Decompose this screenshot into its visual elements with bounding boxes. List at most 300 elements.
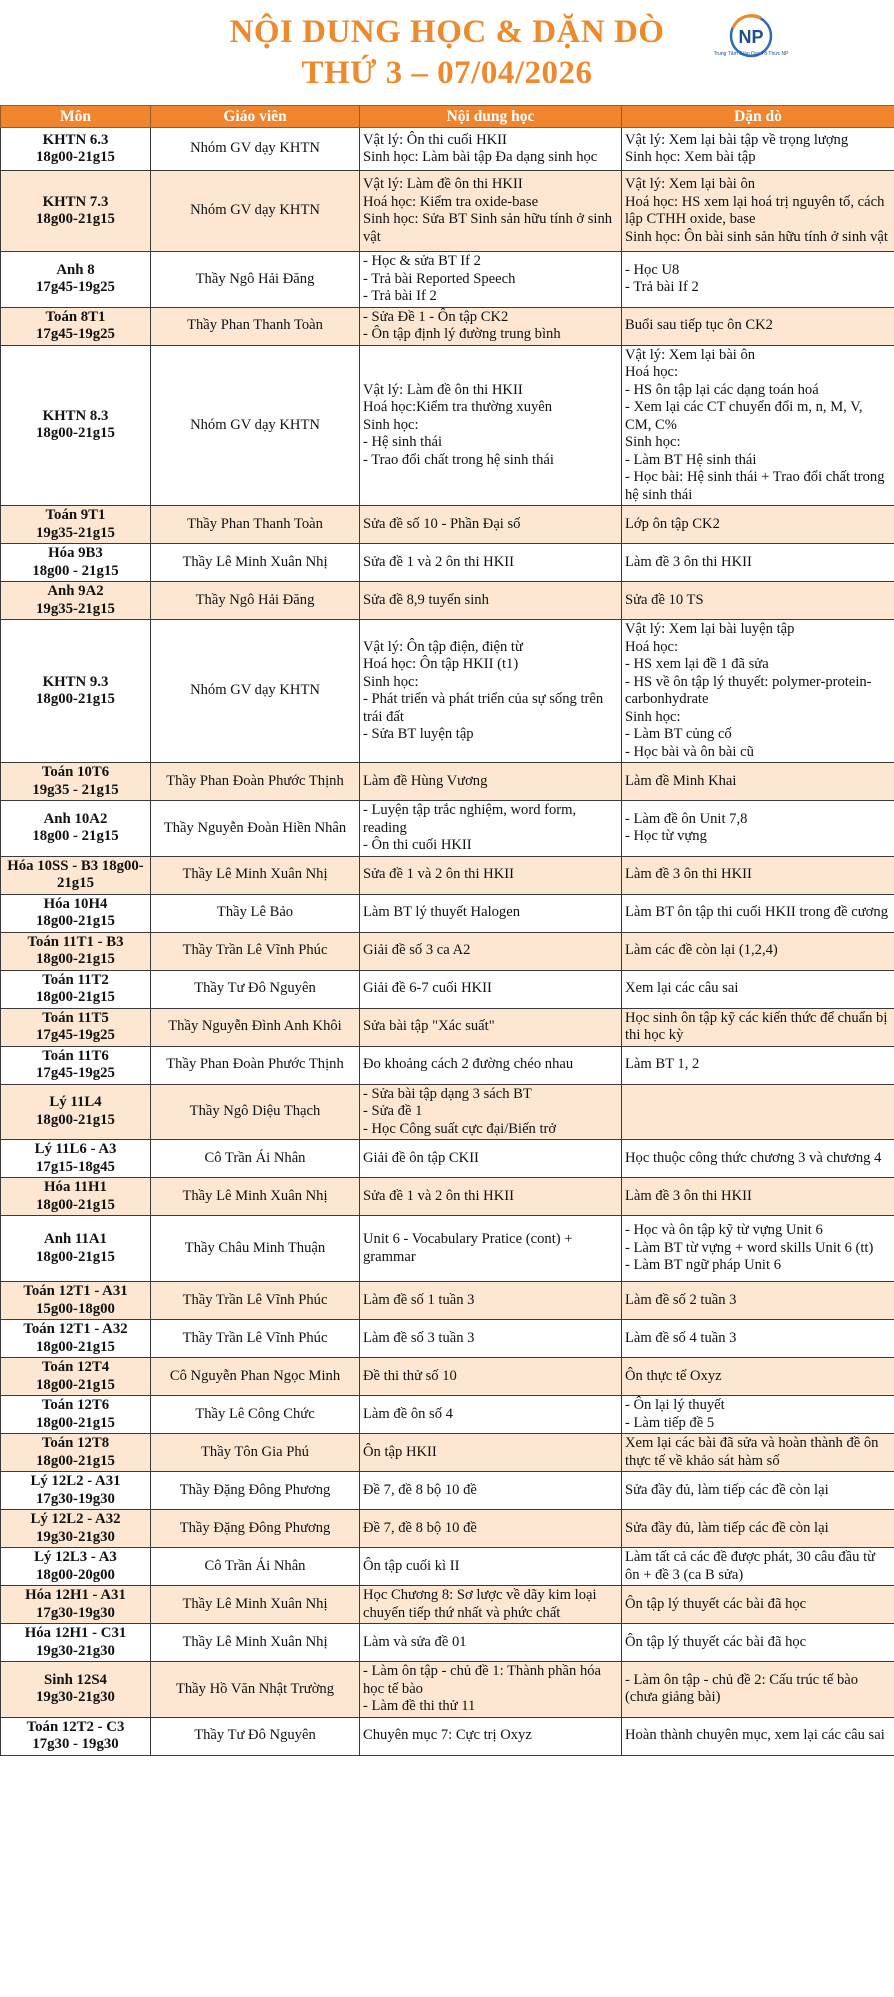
content-line: Vật lý: Làm đề ôn thi HKII xyxy=(363,381,523,398)
logo-initials: NP xyxy=(738,27,764,47)
cell-teacher: Thầy Trần Lê Vĩnh Phúc xyxy=(151,1320,360,1358)
cell-homework xyxy=(622,1216,894,1282)
cell-subject xyxy=(1,1662,151,1718)
cell-subject xyxy=(1,1472,151,1510)
table-row xyxy=(1,1046,894,1084)
subject-name: Anh 10A2 xyxy=(43,810,108,827)
cell-homework xyxy=(622,544,894,582)
cell-teacher: Thầy Lê Minh Xuân Nhị xyxy=(151,856,360,894)
content-line: - Sửa bài tập dạng 3 sách BT xyxy=(363,1085,532,1102)
subject-time: 17g45-19g25 xyxy=(36,1027,115,1043)
cell-content xyxy=(360,763,622,801)
content-line: Học Chương 8: Sơ lược về dãy kim loại chuyển tiếp thứ nhất và phức chất xyxy=(363,1587,597,1621)
homework-line: Hoá học: xyxy=(625,638,679,655)
table-row xyxy=(1,1216,894,1282)
subject-time: 19g30-21g30 xyxy=(36,1689,115,1706)
page-title: NỘI DUNG HỌC & DẶN DÒ xyxy=(229,14,665,50)
subject-name: Anh 11A1 xyxy=(44,1231,107,1247)
cell-content xyxy=(360,620,622,763)
homework-line: - Làm tiếp đề 5 xyxy=(625,1414,715,1431)
cell-homework xyxy=(622,856,894,894)
subject-name: Toán 9T1 xyxy=(45,507,106,523)
homework-line: Ôn tập lý thuyết các bài đã học xyxy=(625,1595,807,1612)
cell-teacher: Thầy Châu Minh Thuận xyxy=(151,1216,360,1282)
content-line: Unit 6 - Vocabulary Pratice (cont) + grammar xyxy=(363,1231,573,1265)
cell-teacher: Thầy Trần Lê Vĩnh Phúc xyxy=(151,932,360,970)
cell-homework xyxy=(622,1008,894,1046)
homework-line: Làm đề số 4 tuần 3 xyxy=(625,1329,737,1346)
cell-teacher: Thầy Phan Thanh Toàn xyxy=(151,307,360,345)
table-row xyxy=(1,1586,894,1624)
subject-time: 19g35-21g15 xyxy=(36,524,115,541)
subject-time: 18g00-20g00 xyxy=(36,1566,115,1583)
subject-name: Sinh 12S4 xyxy=(44,1671,107,1688)
content-line: Hoá học:Kiểm tra thường xuyên xyxy=(363,399,553,415)
cell-content xyxy=(360,544,622,582)
subject-name: Hóa 10H4 xyxy=(43,895,108,912)
subject-time: 18g00-21g15 xyxy=(36,1111,115,1128)
cell-content xyxy=(360,1008,622,1046)
cell-subject xyxy=(1,1084,151,1140)
cell-homework xyxy=(622,1624,894,1662)
homework-line: Buổi sau tiếp tục ôn CK2 xyxy=(625,317,773,334)
homework-line: - Học U8 xyxy=(625,261,680,278)
cell-subject xyxy=(1,1178,151,1216)
cell-subject xyxy=(1,1358,151,1396)
table-row xyxy=(1,763,894,801)
cell-content xyxy=(360,1510,622,1548)
table-row xyxy=(1,1548,894,1586)
subject-name: Anh 9A2 xyxy=(47,583,104,599)
homework-line: - Trả bài If 2 xyxy=(625,279,699,296)
homework-line: Sinh học: xyxy=(625,708,681,725)
cell-teacher: Cô Trần Ái Nhân xyxy=(151,1140,360,1178)
cell-subject xyxy=(1,856,151,894)
cell-homework xyxy=(622,252,894,308)
cell-subject xyxy=(1,763,151,801)
table-row xyxy=(1,801,894,857)
content-line: Giải đề số 3 ca A2 xyxy=(363,942,471,959)
cell-subject xyxy=(1,171,151,252)
content-line: - Phát triển và phát triển của sự sống trên trái đất xyxy=(363,691,604,725)
cell-homework xyxy=(622,1282,894,1320)
content-line: - Làm đề thi thử 11 xyxy=(363,1698,476,1714)
cell-content xyxy=(360,171,622,252)
subject-time: 18g00-21g15 xyxy=(36,691,115,707)
subject-name: KHTN 7.3 xyxy=(42,193,109,210)
homework-line: Làm BT ôn tập thi cuối HKII trong đề cương xyxy=(625,904,888,921)
cell-subject xyxy=(1,1586,151,1624)
cell-content xyxy=(360,894,622,932)
cell-teacher: Thầy Phan Đoàn Phước Thịnh xyxy=(151,763,360,801)
cell-subject xyxy=(1,1434,151,1472)
table-row xyxy=(1,856,894,894)
column-header-homework: Dặn dò xyxy=(622,106,894,128)
subject-time: 18g00 - 21g15 xyxy=(32,562,119,579)
homework-line: - Xem lại các CT chuyển đổi m, n, M, V, CM, C% xyxy=(625,399,863,433)
cell-homework xyxy=(622,1586,894,1624)
table-header-row xyxy=(1,106,894,128)
homework-line: Hoá học: xyxy=(625,364,679,380)
homework-line: Ôn thực tế Oxyz xyxy=(625,1367,722,1384)
subject-name: KHTN 6.3 xyxy=(42,131,109,148)
cell-subject xyxy=(1,1510,151,1548)
subject-name: Toán 11T6 xyxy=(42,1047,109,1064)
homework-line: Làm đề Minh Khai xyxy=(625,772,737,789)
homework-line: Sinh học: Ôn bài sinh sản hữu tính ở sinh vật xyxy=(625,228,888,245)
content-line: Vật lý: Ôn thi cuối HKII xyxy=(363,131,507,148)
cell-content xyxy=(360,1358,622,1396)
subject-name: Toán 12T6 xyxy=(41,1397,110,1413)
content-line: - Trao đổi chất trong hệ sinh thái xyxy=(363,451,554,468)
content-line: Làm và sửa đề 01 xyxy=(363,1633,467,1650)
cell-content xyxy=(360,506,622,544)
cell-teacher: Thầy Đặng Đông Phương xyxy=(151,1510,360,1548)
cell-teacher: Thầy Lê Minh Xuân Nhị xyxy=(151,1624,360,1662)
cell-subject xyxy=(1,801,151,857)
subject-name: Hóa 11H1 xyxy=(44,1179,107,1195)
cell-subject xyxy=(1,932,151,970)
subject-time: 17g30-19g30 xyxy=(36,1604,115,1621)
subject-time: 18g00-21g15 xyxy=(36,1338,115,1355)
cell-homework xyxy=(622,171,894,252)
table-row xyxy=(1,128,894,171)
cell-content xyxy=(360,801,622,857)
cell-subject xyxy=(1,544,151,582)
content-line: Làm đề số 1 tuần 3 xyxy=(363,1291,475,1308)
content-line: Làm đề ôn số 4 xyxy=(363,1405,453,1422)
cell-teacher: Thầy Lê Công Chức xyxy=(151,1396,360,1434)
table-row xyxy=(1,1434,894,1472)
cell-subject xyxy=(1,894,151,932)
content-line: Sửa đề số 10 - Phần Đại số xyxy=(363,515,521,532)
cell-homework xyxy=(622,1358,894,1396)
table-row xyxy=(1,506,894,544)
subject-name: KHTN 9.3 xyxy=(42,673,109,690)
content-line: Sinh học: xyxy=(363,673,419,690)
homework-line: Làm đề 3 ôn thi HKII xyxy=(625,553,752,570)
homework-line: Sinh học: Xem bài tập xyxy=(625,149,756,165)
table-row xyxy=(1,932,894,970)
cell-homework xyxy=(622,763,894,801)
cell-content xyxy=(360,1216,622,1282)
subject-time: 18g00-21g15 xyxy=(36,913,115,929)
subject-name: Toán 12T1 - A31 xyxy=(23,1283,128,1299)
cell-subject xyxy=(1,252,151,308)
subject-time: 18g00-21g15 xyxy=(36,1414,115,1431)
homework-line: Xem lại các bài đã sửa và hoàn thành đề ôn thực tế về khảo sát hàm số xyxy=(625,1435,879,1469)
column-header-teacher: Giáo viên xyxy=(151,106,360,128)
cell-content xyxy=(360,252,622,308)
table-row xyxy=(1,1662,894,1718)
subject-name: KHTN 8.3 xyxy=(42,407,109,424)
cell-subject xyxy=(1,128,151,171)
content-line: Làm BT lý thuyết Halogen xyxy=(363,904,520,921)
cell-teacher: Thầy Tôn Gia Phú xyxy=(151,1434,360,1472)
subject-name: Lý 11L4 xyxy=(49,1094,102,1111)
content-line: Ôn tập cuối kì II xyxy=(363,1557,460,1574)
cell-subject xyxy=(1,1140,151,1178)
content-line: - Ôn tập định lý đường trung bình xyxy=(363,326,561,342)
content-line: Làm đề Hùng Vương xyxy=(363,772,488,789)
homework-line: - Học bài: Hệ sinh thái + Trao đổi chất trong hệ sinh thái xyxy=(625,469,885,503)
content-line: Hoá học: Kiểm tra oxide-base xyxy=(363,193,539,210)
homework-line: Lớp ôn tập CK2 xyxy=(625,515,720,532)
homework-line: Sửa đầy đủ, làm tiếp các đề còn lại xyxy=(625,1519,829,1536)
table-row xyxy=(1,1396,894,1434)
cell-content xyxy=(360,1140,622,1178)
subject-name: Toán 12T8 xyxy=(41,1435,110,1451)
cell-content xyxy=(360,1624,622,1662)
homework-line: Làm BT 1, 2 xyxy=(625,1056,700,1073)
content-line: Giải đề ôn tập CKII xyxy=(363,1149,479,1166)
table-row xyxy=(1,345,894,506)
homework-line: - HS xem lại đề 1 đã sửa xyxy=(625,656,769,672)
cell-content xyxy=(360,1662,622,1718)
content-line: Sửa đề 1 và 2 ôn thi HKII xyxy=(363,866,514,883)
cell-homework xyxy=(622,1472,894,1510)
cell-homework xyxy=(622,620,894,763)
cell-content xyxy=(360,1320,622,1358)
subject-time: 15g00-18g00 xyxy=(36,1300,115,1317)
cell-subject xyxy=(1,1320,151,1358)
cell-teacher: Nhóm GV dạy KHTN xyxy=(151,171,360,252)
homework-line: - Ôn lại lý thuyết xyxy=(625,1397,725,1413)
homework-line: - Làm BT Hệ sinh thái xyxy=(625,451,757,468)
cell-teacher: Thầy Phan Đoàn Phước Thịnh xyxy=(151,1046,360,1084)
content-line: Đo khoảng cách 2 đường chéo nhau xyxy=(363,1056,574,1073)
cell-content xyxy=(360,970,622,1008)
cell-homework xyxy=(622,1510,894,1548)
table-row xyxy=(1,1717,894,1755)
schedule-table xyxy=(0,105,894,1756)
content-line: - Học & sửa BT If 2 xyxy=(363,253,481,269)
subject-name: Lý 12L2 - A31 xyxy=(30,1473,121,1489)
homework-line: Làm đề 3 ôn thi HKII xyxy=(625,1187,752,1204)
content-line: Làm đề số 3 tuần 3 xyxy=(363,1329,475,1346)
cell-subject xyxy=(1,620,151,763)
subject-name: Hóa 12H1 - A31 xyxy=(25,1587,126,1603)
cell-content xyxy=(360,128,622,171)
subject-name: Toán 11T5 xyxy=(42,1009,109,1026)
cell-teacher: Thầy Lê Minh Xuân Nhị xyxy=(151,544,360,582)
cell-subject xyxy=(1,1282,151,1320)
cell-subject xyxy=(1,582,151,620)
content-line: - Sửa Đề 1 - Ôn tập CK2 xyxy=(363,308,509,325)
schedule-rows xyxy=(1,128,894,1756)
np-logo-icon xyxy=(713,8,789,84)
subject-time: 18g00-21g15 xyxy=(36,149,115,165)
subject-time: 17g15-18g45 xyxy=(36,1158,115,1175)
content-line: Sửa đề 1 và 2 ôn thi HKII xyxy=(363,553,514,570)
content-line: - Hệ sinh thái xyxy=(363,434,443,450)
cell-content xyxy=(360,345,622,506)
cell-content xyxy=(360,1396,622,1434)
subject-time: 17g30 - 19g30 xyxy=(32,1736,119,1752)
subject-name: Anh 8 xyxy=(56,261,95,278)
content-line: Ôn tập HKII xyxy=(363,1443,437,1460)
content-line: - Luyện tập trắc nghiệm, word form, reading xyxy=(363,802,577,836)
content-line: - Trả bài Reported Speech xyxy=(363,270,516,287)
table-row xyxy=(1,1084,894,1140)
cell-content xyxy=(360,1472,622,1510)
cell-homework xyxy=(622,345,894,506)
cell-teacher: Nhóm GV dạy KHTN xyxy=(151,128,360,171)
subject-name: Lý 12L2 - A32 xyxy=(30,1511,121,1527)
cell-teacher: Thầy Lê Minh Xuân Nhị xyxy=(151,1178,360,1216)
cell-subject xyxy=(1,1396,151,1434)
page-header xyxy=(0,0,894,104)
table-row xyxy=(1,1008,894,1046)
cell-homework xyxy=(622,128,894,171)
subject-name: Hóa 10SS - B3 18g00-21g15 xyxy=(7,857,144,891)
cell-content xyxy=(360,307,622,345)
table-row xyxy=(1,307,894,345)
homework-line: - Làm BT củng cố xyxy=(625,726,732,742)
content-line: Giải đề 6-7 cuối HKII xyxy=(363,980,492,997)
subject-name: Toán 11T1 - B3 xyxy=(27,933,124,950)
cell-homework xyxy=(622,1046,894,1084)
cell-homework xyxy=(622,1178,894,1216)
subject-time: 18g00-21g15 xyxy=(36,211,115,227)
table-row xyxy=(1,894,894,932)
page-date: THỨ 3 – 07/04/2026 xyxy=(301,55,593,91)
cell-teacher: Thầy Tư Đô Nguyên xyxy=(151,1717,360,1755)
cell-subject xyxy=(1,345,151,506)
homework-line: Hoàn thành chuyên mục, xem lại các câu sai xyxy=(625,1727,885,1744)
homework-line: Sửa đầy đủ, làm tiếp các đề còn lại xyxy=(625,1481,829,1498)
cell-teacher: Thầy Lê Bảo xyxy=(151,894,360,932)
cell-subject xyxy=(1,1717,151,1755)
homework-line: Làm các đề còn lại (1,2,4) xyxy=(625,942,778,959)
subject-time: 17g45-19g25 xyxy=(36,326,115,342)
cell-content xyxy=(360,1178,622,1216)
cell-teacher: Thầy Lê Minh Xuân Nhị xyxy=(151,1586,360,1624)
cell-homework xyxy=(622,801,894,857)
content-line: Sửa đề 8,9 tuyển sinh xyxy=(363,591,489,608)
table-row xyxy=(1,544,894,582)
cell-teacher: Thầy Nguyễn Đình Anh Khôi xyxy=(151,1008,360,1046)
subject-time: 18g00 - 21g15 xyxy=(32,828,119,845)
content-line: Sinh học: xyxy=(363,416,419,433)
table-row xyxy=(1,1624,894,1662)
cell-teacher: Thầy Nguyễn Đoàn Hiền Nhân xyxy=(151,801,360,857)
content-line: - Làm ôn tập - chủ đề 1: Thành phần hóa học tế bào xyxy=(363,1663,602,1697)
subject-name: Lý 11L6 - A3 xyxy=(34,1141,117,1157)
cell-content xyxy=(360,1046,622,1084)
content-line: Sinh học: Sửa BT Sinh sản hữu tính ở sinh vật xyxy=(363,211,613,245)
content-line: Sinh học: Làm bài tập Đa dạng sinh học xyxy=(363,149,598,165)
table-row xyxy=(1,970,894,1008)
cell-teacher: Thầy Hồ Văn Nhật Trường xyxy=(151,1662,360,1718)
table-row xyxy=(1,1472,894,1510)
homework-line: Ôn tập lý thuyết các bài đã học xyxy=(625,1633,807,1650)
subject-time: 19g35-21g15 xyxy=(36,600,115,617)
cell-homework xyxy=(622,894,894,932)
homework-line: Làm đề 3 ôn thi HKII xyxy=(625,866,752,883)
content-line: - Sửa đề 1 xyxy=(363,1103,423,1119)
subject-time: 18g00-21g15 xyxy=(36,1376,115,1393)
content-line: Đề thi thử số 10 xyxy=(363,1367,457,1384)
cell-teacher: Nhóm GV dạy KHTN xyxy=(151,620,360,763)
subject-time: 18g00-21g15 xyxy=(36,1452,115,1469)
cell-homework xyxy=(622,506,894,544)
cell-teacher: Thầy Trần Lê Vĩnh Phúc xyxy=(151,1282,360,1320)
table-row xyxy=(1,1320,894,1358)
content-line: Hoá học: Ôn tập HKII (t1) xyxy=(363,656,519,672)
subject-name: Toán 12T2 - C3 xyxy=(26,1718,125,1735)
cell-subject xyxy=(1,307,151,345)
homework-line: Học thuộc công thức chương 3 và chương 4 xyxy=(625,1149,882,1166)
homework-line: Vật lý: Xem lại bài luyện tập xyxy=(625,621,795,637)
subject-name: Toán 12T4 xyxy=(41,1359,110,1375)
cell-content xyxy=(360,1717,622,1755)
homework-line: Làm đề số 2 tuần 3 xyxy=(625,1291,737,1308)
subject-time: 19g35 - 21g15 xyxy=(32,781,119,798)
homework-line: Sinh học: xyxy=(625,434,681,450)
content-line: - Trả bài If 2 xyxy=(363,288,437,304)
content-line: Vật lý: Làm đề ôn thi HKII xyxy=(363,176,523,192)
homework-line: Hoá học: HS xem lại hoá trị nguyên tố, cách lập CTHH oxide, base xyxy=(625,193,885,227)
cell-content xyxy=(360,1084,622,1140)
cell-homework xyxy=(622,932,894,970)
cell-content xyxy=(360,582,622,620)
homework-line: - Học và ôn tập kỹ từ vựng Unit 6 xyxy=(625,1222,823,1239)
cell-teacher: Cô Trần Ái Nhân xyxy=(151,1548,360,1586)
cell-homework xyxy=(622,1396,894,1434)
homework-line: Học sinh ôn tập kỹ các kiến thức để chuẩn bị thi học kỳ xyxy=(625,1009,888,1043)
content-line: Đề 7, đề 8 bộ 10 đề xyxy=(363,1519,477,1536)
homework-line: Làm tất cả các đề được phát, 30 câu đầu từ ôn + đề 3 (ca B sửa) xyxy=(625,1549,876,1583)
content-line: - Ôn thi cuối HKII xyxy=(363,837,472,853)
homework-line: - Làm ôn tập - chủ đề 2: Cấu trúc tế bào (chưa giảng bài) xyxy=(625,1671,859,1706)
table-row xyxy=(1,1282,894,1320)
table-row xyxy=(1,252,894,308)
cell-content xyxy=(360,1548,622,1586)
cell-content xyxy=(360,1434,622,1472)
cell-homework xyxy=(622,1434,894,1472)
cell-subject xyxy=(1,1624,151,1662)
homework-line: - Học bài và ôn bài cũ xyxy=(625,743,754,760)
content-line: Sửa bài tập "Xác suất" xyxy=(363,1018,495,1035)
homework-line: - Làm đề ôn Unit 7,8 xyxy=(625,810,748,827)
cell-homework xyxy=(622,582,894,620)
homework-line: Xem lại các câu sai xyxy=(625,980,739,997)
cell-content xyxy=(360,856,622,894)
cell-content xyxy=(360,1282,622,1320)
cell-content xyxy=(360,1586,622,1624)
homework-line: Sửa đề 10 TS xyxy=(625,591,704,608)
cell-homework xyxy=(622,307,894,345)
column-header-subject: Môn xyxy=(1,106,151,128)
homework-line: - Làm BT từ vựng + word skills Unit 6 (tt) xyxy=(625,1239,874,1256)
subject-time: 17g45-19g25 xyxy=(36,1065,115,1081)
logo-caption: Trung Tâm Giáo Dục Tô Thức NP xyxy=(713,51,789,57)
cell-teacher: Thầy Ngô Hải Đăng xyxy=(151,252,360,308)
content-line: Sửa đề 1 và 2 ôn thi HKII xyxy=(363,1187,514,1204)
cell-homework xyxy=(622,1320,894,1358)
subject-time: 18g00-21g15 xyxy=(36,951,115,967)
cell-teacher: Thầy Phan Thanh Toàn xyxy=(151,506,360,544)
table-row xyxy=(1,582,894,620)
cell-homework xyxy=(622,1662,894,1718)
cell-homework xyxy=(622,1717,894,1755)
content-line: Chuyên mục 7: Cực trị Oxyz xyxy=(363,1727,532,1744)
cell-teacher: Nhóm GV dạy KHTN xyxy=(151,345,360,506)
cell-homework xyxy=(622,1140,894,1178)
subject-time: 19g30-21g30 xyxy=(36,1642,115,1659)
content-line: Đề 7, đề 8 bộ 10 đề xyxy=(363,1481,477,1498)
